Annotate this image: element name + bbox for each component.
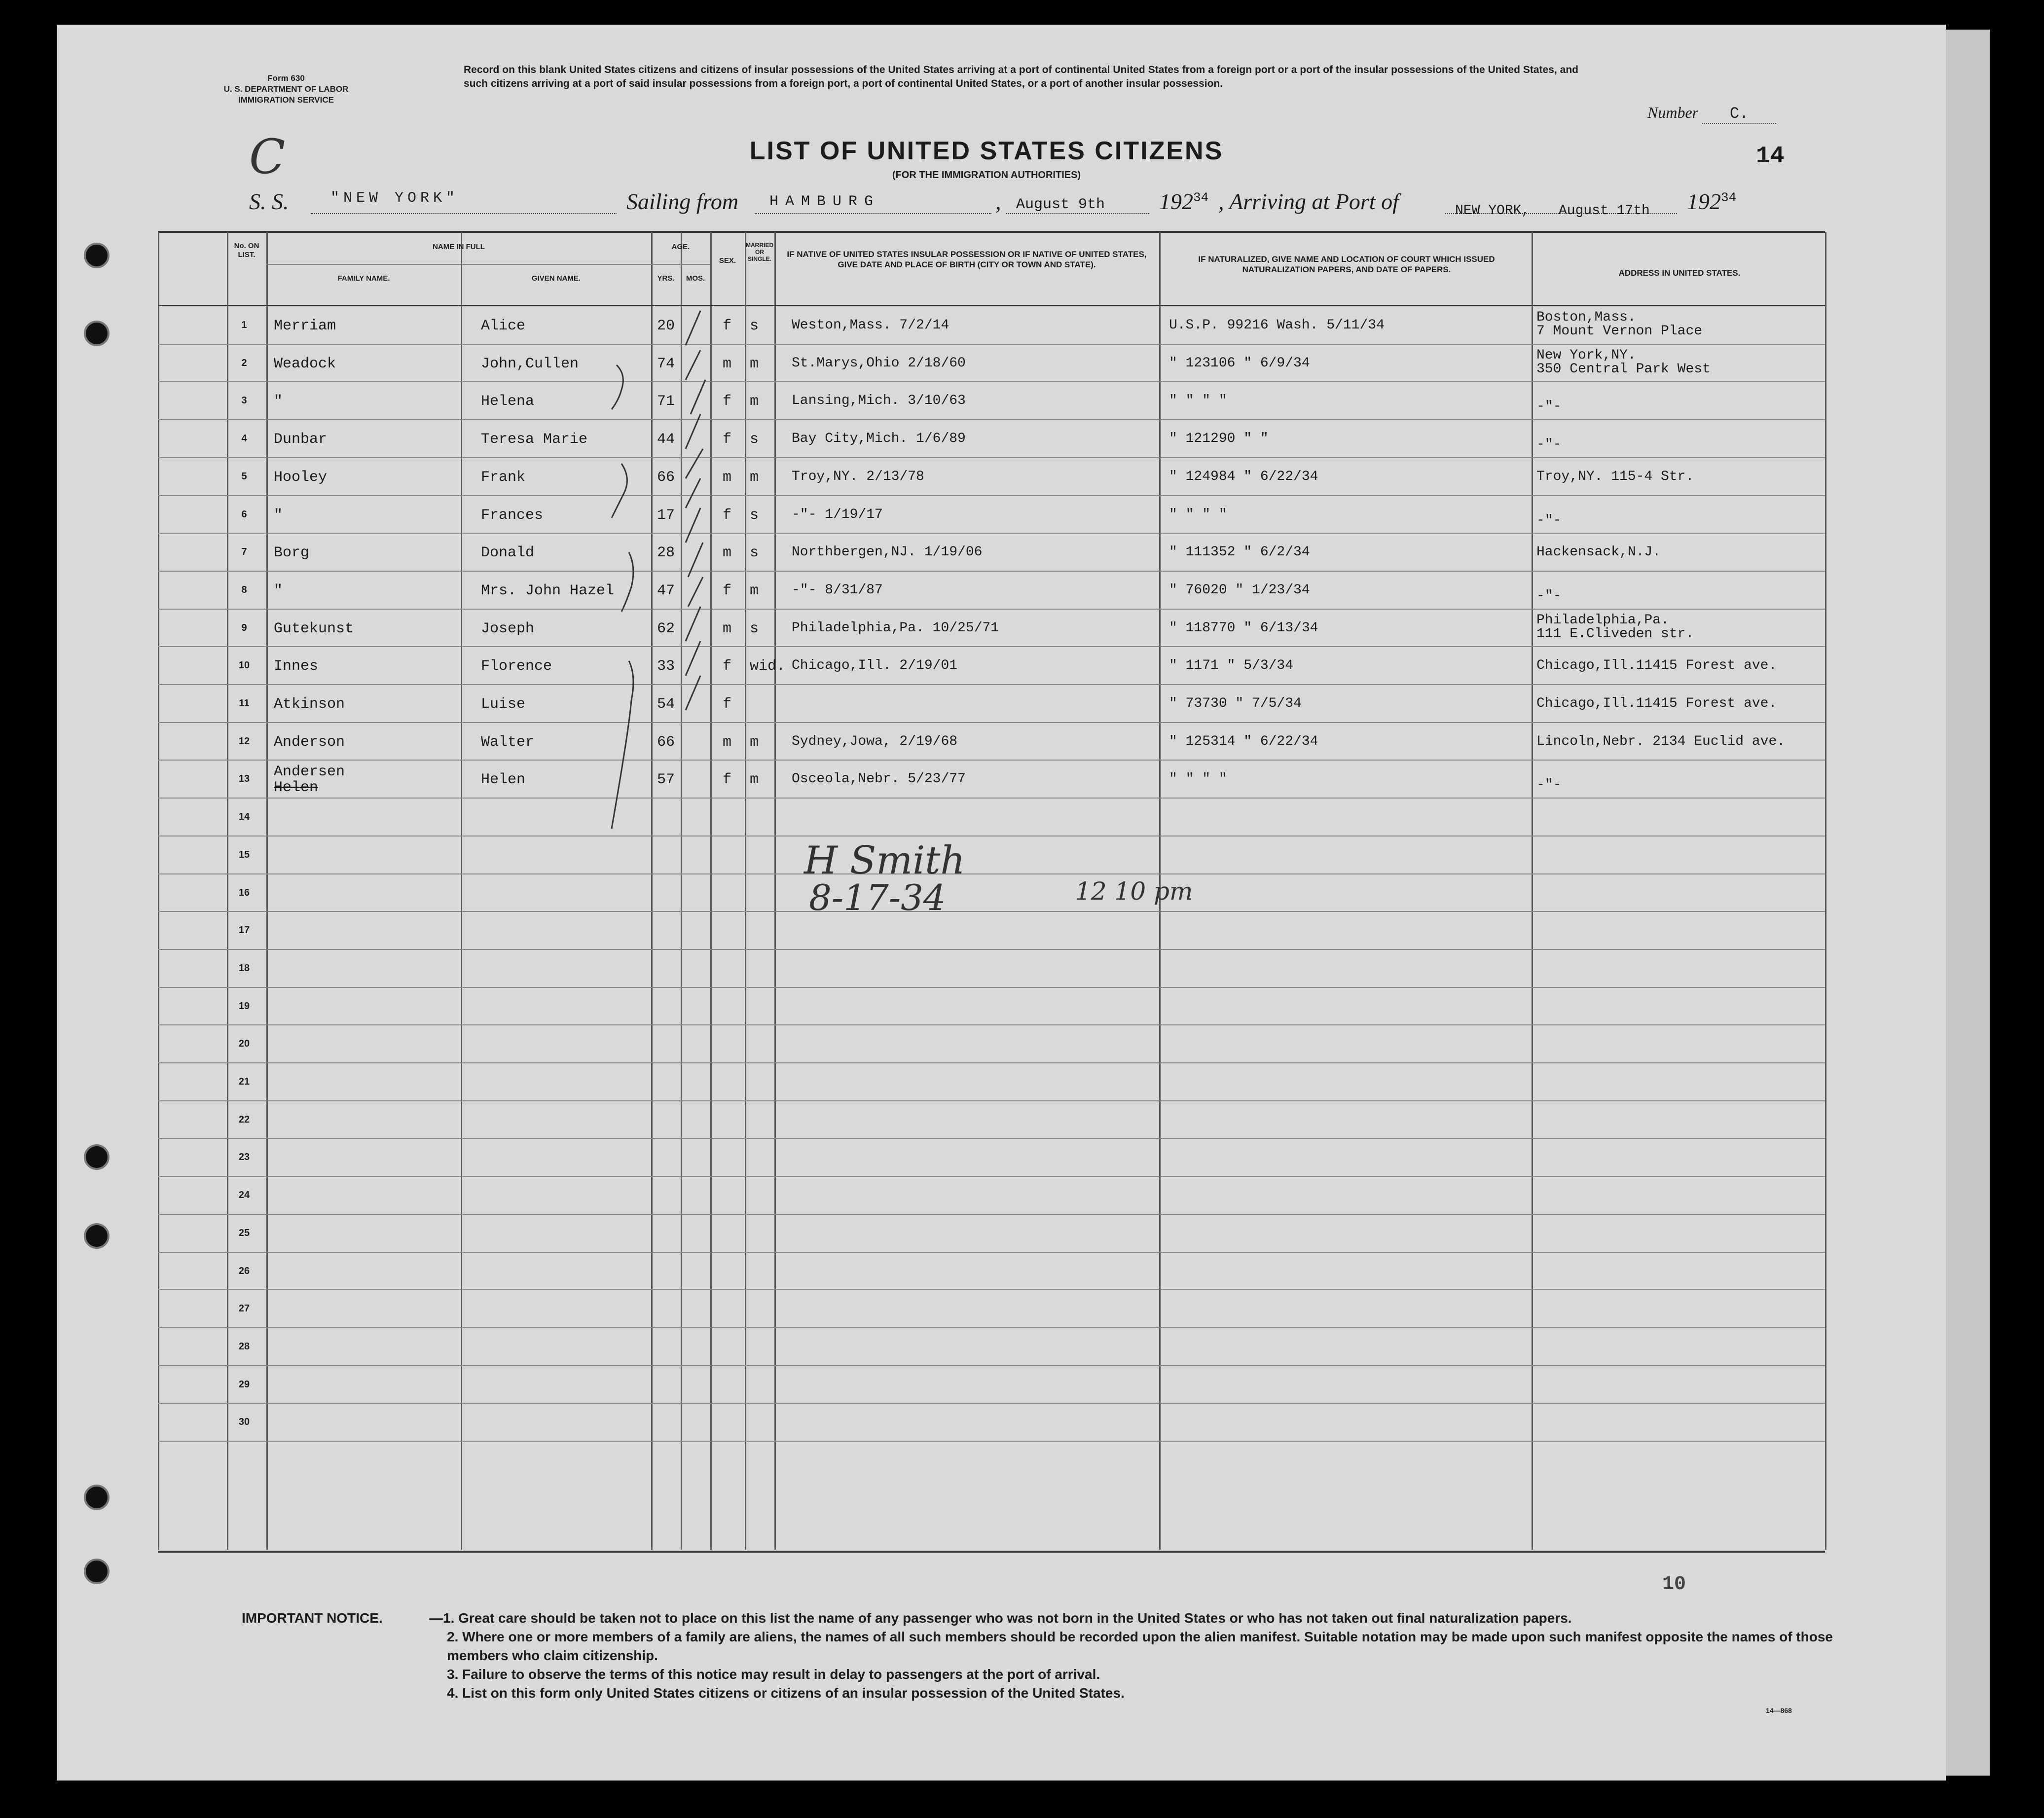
age-years: 17 bbox=[657, 507, 675, 524]
given-name: Teresa Marie bbox=[481, 431, 588, 448]
row-number: 11 bbox=[239, 698, 250, 709]
address-line1: Hackensack,N.J. bbox=[1536, 545, 1661, 560]
sex: f bbox=[723, 507, 732, 524]
sailing-label: Sailing from bbox=[626, 189, 739, 214]
binder-hole bbox=[84, 1485, 110, 1510]
naturalization: " " " " bbox=[1169, 771, 1227, 787]
address-line2: -"- bbox=[1536, 777, 1562, 793]
struck-family-name: Helen bbox=[274, 779, 319, 797]
naturalization: " 118770 " 6/13/34 bbox=[1169, 620, 1318, 636]
naturalization: " " " " bbox=[1169, 507, 1227, 522]
page-title: LIST OF UNITED STATES CITIZENS bbox=[749, 137, 1224, 165]
address-line1: Chicago,Ill.11415 Forest ave. bbox=[1536, 696, 1777, 711]
col-name-in-full: NAME IN FULL bbox=[433, 243, 485, 251]
row-rule bbox=[158, 1024, 1825, 1025]
sex: f bbox=[723, 696, 732, 713]
marital-status: wid. bbox=[750, 658, 786, 675]
birth-place-date: Chicago,Ill. 2/19/01 bbox=[792, 658, 958, 674]
empty-row-number: 23 bbox=[238, 1152, 250, 1163]
family-name: " bbox=[274, 393, 283, 410]
year-prefix: 192 bbox=[1687, 189, 1721, 214]
col-naturalized: IF NATURALIZED, GIVE NAME AND LOCATION OF COURT WHICH ISSUED NATURALIZATION PAPERS, AND DATE OF PAPERS. bbox=[1198, 255, 1495, 274]
family-name: Atkinson bbox=[274, 696, 345, 713]
row-rule bbox=[158, 873, 1825, 874]
given-name: Luise bbox=[481, 696, 526, 713]
sex: m bbox=[723, 620, 732, 637]
birth-place-date: Lansing,Mich. 3/10/63 bbox=[792, 393, 966, 409]
sex: f bbox=[723, 393, 732, 410]
sail-date: August 9th bbox=[1016, 196, 1105, 213]
notice-item: 2. Where one or more members of a family are aliens, the names of all such members should be recorded upon the alien manifest. Suitable notation may be made upon such manifest opposite the names of those members who claim citizenship. bbox=[447, 1629, 1833, 1663]
col-no: No. ON LIST. bbox=[234, 242, 259, 259]
empty-row-number: 19 bbox=[238, 1000, 250, 1012]
given-name: Donald bbox=[481, 545, 535, 562]
sail-year bbox=[1159, 188, 1208, 215]
row-rule bbox=[158, 457, 1825, 458]
empty-row-number: 29 bbox=[238, 1379, 250, 1390]
row-number: 4 bbox=[241, 433, 247, 444]
row-rule bbox=[158, 344, 1825, 345]
col-mos: MOS. bbox=[686, 274, 705, 283]
age-years: 54 bbox=[657, 696, 675, 713]
family-name: " bbox=[274, 582, 283, 599]
address-line2: -"- bbox=[1536, 588, 1562, 604]
age-years: 28 bbox=[657, 545, 675, 562]
empty-row-number: 18 bbox=[238, 962, 250, 974]
marital-status: m bbox=[750, 771, 759, 789]
corner-letter-mark: C bbox=[249, 129, 286, 184]
marital-status: m bbox=[750, 393, 759, 410]
notice-item: 4. List on this form only United States citizens or citizens of an insular possession of the United States. bbox=[447, 1685, 1125, 1701]
given-name: Alice bbox=[481, 318, 526, 334]
handwritten-date: 8-17-34 bbox=[809, 877, 946, 918]
row-number: 8 bbox=[241, 584, 247, 595]
given-name: Joseph bbox=[481, 620, 535, 637]
row-number: 9 bbox=[241, 622, 247, 633]
print-code: 14—868 bbox=[1766, 1707, 1792, 1714]
family-brackets bbox=[582, 355, 641, 838]
marital-status: m bbox=[750, 355, 759, 372]
age-years: 71 bbox=[657, 393, 675, 410]
marital-status: s bbox=[750, 507, 759, 524]
sex: m bbox=[723, 355, 732, 372]
address-line2: -"- bbox=[1536, 437, 1562, 453]
ss-label: S. S. bbox=[249, 189, 289, 214]
sheet-number: 10 bbox=[1662, 1573, 1686, 1596]
empty-row-number: 22 bbox=[238, 1114, 250, 1125]
col-age: AGE. bbox=[671, 243, 690, 251]
number-field bbox=[1647, 104, 1776, 124]
given-name: Helen bbox=[481, 771, 526, 789]
row-rule bbox=[158, 1214, 1825, 1215]
naturalization: " 125314 " 6/22/34 bbox=[1169, 733, 1318, 749]
given-name: John,Cullen bbox=[481, 355, 579, 372]
row-rule bbox=[158, 609, 1825, 610]
row-number: 1 bbox=[241, 320, 247, 330]
binder-hole bbox=[84, 321, 110, 346]
family-name: Innes bbox=[274, 658, 319, 675]
page-subtitle: (FOR THE IMMIGRATION AUTHORITIES) bbox=[892, 170, 1081, 181]
empty-row-number: 27 bbox=[238, 1303, 250, 1314]
row-rule bbox=[158, 1327, 1825, 1328]
handwritten-time: 12 10 pm bbox=[1075, 877, 1193, 906]
binder-hole bbox=[84, 1559, 110, 1584]
row-rule bbox=[158, 495, 1825, 496]
number-label: Number bbox=[1647, 104, 1699, 121]
naturalization: " 121290 " " bbox=[1169, 431, 1269, 447]
col-yrs: YRS. bbox=[657, 274, 675, 283]
year-prefix: 192 bbox=[1159, 189, 1193, 214]
birth-place-date: St.Marys,Ohio 2/18/60 bbox=[792, 355, 966, 371]
address-line1: Troy,NY. 115-4 Str. bbox=[1536, 469, 1694, 484]
form-number: Form 630 bbox=[267, 73, 305, 83]
form-agency-block bbox=[207, 73, 365, 106]
binder-hole bbox=[84, 243, 110, 268]
birth-place-date: Troy,NY. 2/13/78 bbox=[792, 469, 924, 484]
birth-place-date: Bay City,Mich. 1/6/89 bbox=[792, 431, 966, 447]
row-number: 5 bbox=[241, 471, 247, 482]
ship-name: "NEW YORK" bbox=[330, 190, 459, 207]
naturalization: " 73730 " 7/5/34 bbox=[1169, 696, 1302, 711]
row-rule bbox=[158, 1365, 1825, 1366]
address-line1: Lincoln,Nebr. 2134 Euclid ave. bbox=[1536, 733, 1786, 749]
row-rule bbox=[158, 760, 1825, 761]
service: IMMIGRATION SERVICE bbox=[238, 95, 334, 105]
naturalization: " " " " bbox=[1169, 393, 1227, 409]
given-name: Frances bbox=[481, 507, 544, 524]
col-birth: IF NATIVE OF UNITED STATES INSULAR POSSESSION OR IF NATIVE OF UNITED STATES, GIVE DATE AND PLACE OF BIRTH (CITY OR TOWN AND STATE). bbox=[787, 250, 1147, 269]
row-rule bbox=[158, 684, 1825, 685]
port-to: NEW YORK, bbox=[1455, 203, 1530, 218]
notice-item: —1. Great care should be taken not to place on this list the name of any passenger who was not born in the United States or who has not taken out final naturalization papers. bbox=[429, 1610, 1572, 1626]
birth-place-date: -"- 8/31/87 bbox=[792, 582, 883, 598]
row-number: 3 bbox=[241, 395, 247, 406]
address-line2: -"- bbox=[1536, 399, 1562, 415]
age-years: 44 bbox=[657, 431, 675, 448]
row-number: 2 bbox=[241, 357, 247, 368]
sex: f bbox=[723, 658, 732, 675]
naturalization: " 111352 " 6/2/34 bbox=[1169, 545, 1310, 560]
row-rule bbox=[158, 1441, 1825, 1442]
empty-row-number: 28 bbox=[238, 1341, 250, 1352]
birth-place-date: Osceola,Nebr. 5/23/77 bbox=[792, 771, 966, 787]
marital-status: m bbox=[750, 733, 759, 751]
row-rule bbox=[158, 419, 1825, 420]
sex: f bbox=[723, 318, 732, 334]
record-note: Record on this blank United States citizens and citizens of insular possessions of the United States arriving at a port of continental United States from a foreign port or a port of the insular possessions of the United States, and such citizens arriving at a port of said insular possessions from a foreign port, a port of continental United States, or a port of another insular possession. bbox=[464, 64, 1578, 89]
given-name: Walter bbox=[481, 733, 535, 751]
year-value: 34 bbox=[1721, 190, 1737, 205]
address-line2: 350 Central Park West bbox=[1536, 361, 1711, 377]
arrive-year bbox=[1687, 188, 1736, 215]
family-name: Hooley bbox=[274, 469, 328, 486]
birth-place-date: Philadelphia,Pa. 10/25/71 bbox=[792, 620, 999, 636]
row-number: 12 bbox=[238, 735, 250, 747]
birth-place-date: -"- 1/19/17 bbox=[792, 507, 883, 522]
family-name: Merriam bbox=[274, 318, 336, 334]
col-family-name: FAMILY NAME. bbox=[337, 274, 390, 283]
row-rule bbox=[158, 1138, 1825, 1139]
marital-status: m bbox=[750, 469, 759, 486]
row-rule bbox=[158, 798, 1825, 799]
given-name: Helena bbox=[481, 393, 535, 410]
empty-row-number: 26 bbox=[238, 1265, 250, 1276]
naturalization: " 124984 " 6/22/34 bbox=[1169, 469, 1318, 484]
family-name: Borg bbox=[274, 545, 310, 562]
address-line2: 111 E.Cliveden str. bbox=[1536, 626, 1694, 642]
age-years: 74 bbox=[657, 355, 675, 372]
row-rule bbox=[158, 571, 1825, 572]
col-sex: SEX. bbox=[719, 256, 736, 265]
arriving-label: , Arriving at Port of bbox=[1218, 189, 1399, 214]
birth-place-date: Weston,Mass. 7/2/14 bbox=[792, 318, 949, 333]
empty-row-number: 21 bbox=[238, 1076, 250, 1087]
col-married: MARRIED OR SINGLE. bbox=[746, 242, 773, 262]
family-name: Anderson bbox=[274, 733, 345, 751]
naturalization: " 123106 " 6/9/34 bbox=[1169, 355, 1310, 371]
page-number: 14 bbox=[1756, 143, 1785, 170]
address-line1: New York,NY. bbox=[1536, 347, 1636, 363]
binder-hole bbox=[84, 1144, 110, 1170]
department: U. S. DEPARTMENT OF LABOR bbox=[223, 84, 349, 94]
given-name: Florence bbox=[481, 658, 552, 675]
binder-hole bbox=[84, 1223, 110, 1249]
row-rule bbox=[158, 987, 1825, 988]
address-line2: -"- bbox=[1536, 512, 1562, 528]
age-years: 57 bbox=[657, 771, 675, 789]
arrive-date: August 17th bbox=[1559, 203, 1650, 218]
row-number: 13 bbox=[238, 773, 250, 785]
birth-place-date: Northbergen,NJ. 1/19/06 bbox=[792, 545, 983, 560]
row-rule bbox=[158, 1176, 1825, 1177]
handwritten-signature: H Smith bbox=[804, 838, 965, 883]
address-line1: Philadelphia,Pa. bbox=[1536, 612, 1669, 628]
sex: f bbox=[723, 582, 732, 599]
birth-place-date: Sydney,Jowa, 2/19/68 bbox=[792, 733, 958, 749]
passenger-table bbox=[158, 231, 1825, 1553]
empty-row-number: 20 bbox=[238, 1038, 250, 1050]
age-years: 66 bbox=[657, 469, 675, 486]
age-years: 20 bbox=[657, 318, 675, 334]
row-rule bbox=[158, 949, 1825, 950]
age-years: 62 bbox=[657, 620, 675, 637]
row-rule bbox=[158, 533, 1825, 534]
age-years: 66 bbox=[657, 733, 675, 751]
family-name: Gutekunst bbox=[274, 620, 354, 637]
naturalization: " 76020 " 1/23/34 bbox=[1169, 582, 1310, 598]
row-rule bbox=[158, 1403, 1825, 1404]
marital-status: s bbox=[750, 318, 759, 334]
marital-status: s bbox=[750, 431, 759, 448]
marital-status: m bbox=[750, 582, 759, 599]
empty-row-number: 14 bbox=[238, 811, 250, 823]
given-name: Frank bbox=[481, 469, 526, 486]
sex: m bbox=[723, 545, 732, 562]
address-line2: 7 Mount Vernon Place bbox=[1536, 324, 1703, 339]
notice-item: 3. Failure to observe the terms of this notice may result in delay to passengers at the port of arrival. bbox=[447, 1667, 1100, 1682]
age-years: 33 bbox=[657, 658, 675, 675]
number-value: C. bbox=[1702, 105, 1776, 124]
check-marks bbox=[681, 301, 750, 784]
naturalization: " 1171 " 5/3/34 bbox=[1169, 658, 1294, 674]
marital-status: s bbox=[750, 545, 759, 562]
empty-row-number: 24 bbox=[238, 1190, 250, 1201]
sex: f bbox=[723, 431, 732, 448]
family-name: Dunbar bbox=[274, 431, 328, 448]
row-rule bbox=[158, 1252, 1825, 1253]
year-value: 34 bbox=[1193, 190, 1209, 205]
col-address: ADDRESS IN UNITED STATES. bbox=[1618, 268, 1741, 278]
row-rule bbox=[158, 646, 1825, 647]
port-from: HAMBURG bbox=[769, 193, 880, 210]
row-number: 7 bbox=[241, 546, 247, 558]
naturalization: U.S.P. 99216 Wash. 5/11/34 bbox=[1169, 318, 1385, 333]
empty-row-number: 25 bbox=[238, 1227, 250, 1238]
row-rule bbox=[158, 1289, 1825, 1290]
empty-row-number: 16 bbox=[238, 887, 250, 898]
row-rule bbox=[158, 1062, 1825, 1063]
notice-list bbox=[429, 1609, 1850, 1703]
sex: m bbox=[723, 469, 732, 486]
empty-row-number: 15 bbox=[238, 849, 250, 860]
row-rule bbox=[158, 1100, 1825, 1101]
sex: m bbox=[723, 733, 732, 751]
age-years: 47 bbox=[657, 582, 675, 599]
given-name: Mrs. John Hazel bbox=[481, 582, 615, 599]
notice-label: IMPORTANT NOTICE. bbox=[242, 1610, 383, 1626]
address-line1: Chicago,Ill.11415 Forest ave. bbox=[1536, 658, 1777, 674]
row-rule bbox=[158, 722, 1825, 723]
row-rule bbox=[158, 381, 1825, 382]
empty-row-number: 17 bbox=[238, 925, 250, 936]
empty-row-number: 30 bbox=[238, 1417, 250, 1428]
address-line1: Boston,Mass. bbox=[1536, 310, 1636, 325]
row-rule bbox=[158, 911, 1825, 912]
col-given-name: GIVEN NAME. bbox=[531, 274, 581, 283]
row-number: 6 bbox=[241, 509, 247, 520]
marital-status: s bbox=[750, 620, 759, 637]
family-name: Andersen bbox=[274, 764, 345, 781]
row-number: 10 bbox=[238, 660, 250, 671]
family-name: " bbox=[274, 507, 283, 524]
family-name: Weadock bbox=[274, 355, 336, 372]
sex: f bbox=[723, 771, 732, 789]
